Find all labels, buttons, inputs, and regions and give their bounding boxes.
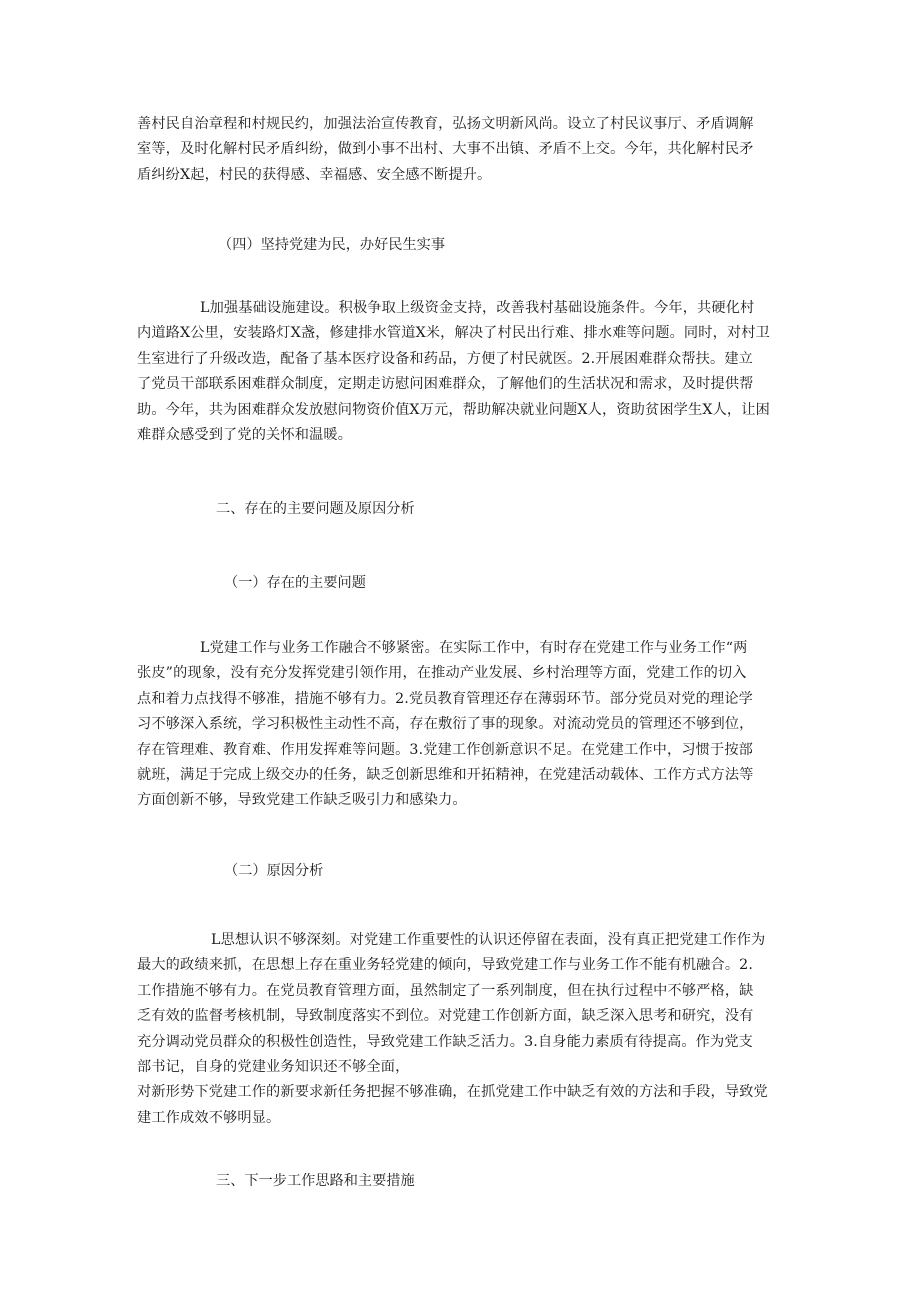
text-line: 就班，满足于完成上级交办的任务，缺乏创新思维和开拓精神，在党建活动载体、工作方式方法等 [137,767,754,784]
text-line: 善村民自治章程和村规民约，加强法治宣传教育，弘扬文明新风尚。设立了村民议事厅、矛盾调解 [137,116,754,132]
paragraph-causes [137,928,783,1131]
text-line: 工作措施不够有力。在党员教育管理方面，虽然制定了一系列制度，但在执行过程中不够严格，缺 [137,982,754,999]
text-line: 部书记，自身的党建业务知识还不够全面， [137,1059,410,1076]
text-line: L党建工作与业务工作融合不够紧密。在实际工作中，有时存在党建工作与业务工作“两 [200,640,748,656]
text-line: 内道路X公里，安装路灯X盏，修建排水管道X米，解决了村民出行难、排水难等问题。同时，对村卫 [137,325,770,342]
text-line: 盾纠纷X起，村民的获得感、幸福感、安全感不断提升。 [137,166,492,183]
text-line: 张皮”的现象，没有充分发挥党建引领作用，在推动产业发展、乡村治理等方面，党建工作的切入 [137,665,747,682]
section-title-2: 二、存在的主要问题及原因分析 [216,501,415,517]
paragraph-livelihood [137,296,783,448]
subheading-2-1: （一）存在的主要问题 [224,575,366,591]
text-line: 了党员干部联系困难群众制度，定期走访慰问困难群众，了解他们的生活状况和需求，及时提供帮 [137,376,754,393]
text-line: L思想认识不够深刻。对党建工作重要性的认识还停留在表面，没有真正把党建工作作为 [211,932,766,948]
text-line: 乏有效的监督考核机制，导致制度落实不到位。对党建工作创新方面，缺乏深入思考和研究，没有 [137,1008,754,1025]
text-line: 方面创新不够，导致党建工作缺乏吸引力和感染力。 [137,792,467,809]
text-line: 充分调动党员群众的积极性创造性，导致党建工作缺乏活力。3.自身能力素质有待提高。作为党支 [137,1033,754,1050]
text-line: L加强基础设施建设。积极争取上级资金支持，改善我村基础设施条件。今年，共硬化村 [200,300,755,316]
subheading-2-2: （二）原因分析 [224,863,324,879]
paragraph-problems [137,636,783,814]
text-line: 建工作成效不够明显。 [137,1109,281,1126]
subheading-4: （四）坚持党建为民，办好民生实事 [218,237,446,253]
text-line: 生室进行了升级改造，配备了基本医疗设备和药品，方便了村民就医。2.开展困难群众帮扶。建立 [137,350,754,367]
text-line: 最大的政绩来抓，在思想上存在重业务轻党建的倾向，导致党建工作与业务工作不能有机融合。2. [137,957,754,974]
text-line: 存在管理难、教育难、作用发挥难等问题。3.党建工作创新意识不足。在党建工作中，习惯于按部 [137,741,754,758]
text-line: 对新形势下党建工作的新要求新任务把握不够准确，在抓党建工作中缺乏有效的方法和手段，导致党 [137,1084,768,1101]
text-line: 难群众感受到了党的关怀和温暖。 [137,427,353,444]
section-title-3: 三、下一步工作思路和主要措施 [216,1173,415,1189]
paragraph-governance-cont [137,112,783,188]
text-line: 助。今年，共为困难群众发放慰问物资价值X万元，帮助解决就业问题X人，资助贫困学生X人，让困 [137,401,770,418]
text-line: 习不够深入系统，学习积极性主动性不高，存在敷衍了事的现象。对流动党员的管理还不够到位， [137,716,754,733]
text-line: 室等，及时化解村民矛盾纠纷，做到小事不出村、大事不出镇、矛盾不上交。今年，共化解村民矛 [137,141,754,158]
text-line: 点和着力点找得不够准，措施不够有力。2.党员教育管理还存在薄弱环节。部分党员对党的理论学 [137,690,754,707]
